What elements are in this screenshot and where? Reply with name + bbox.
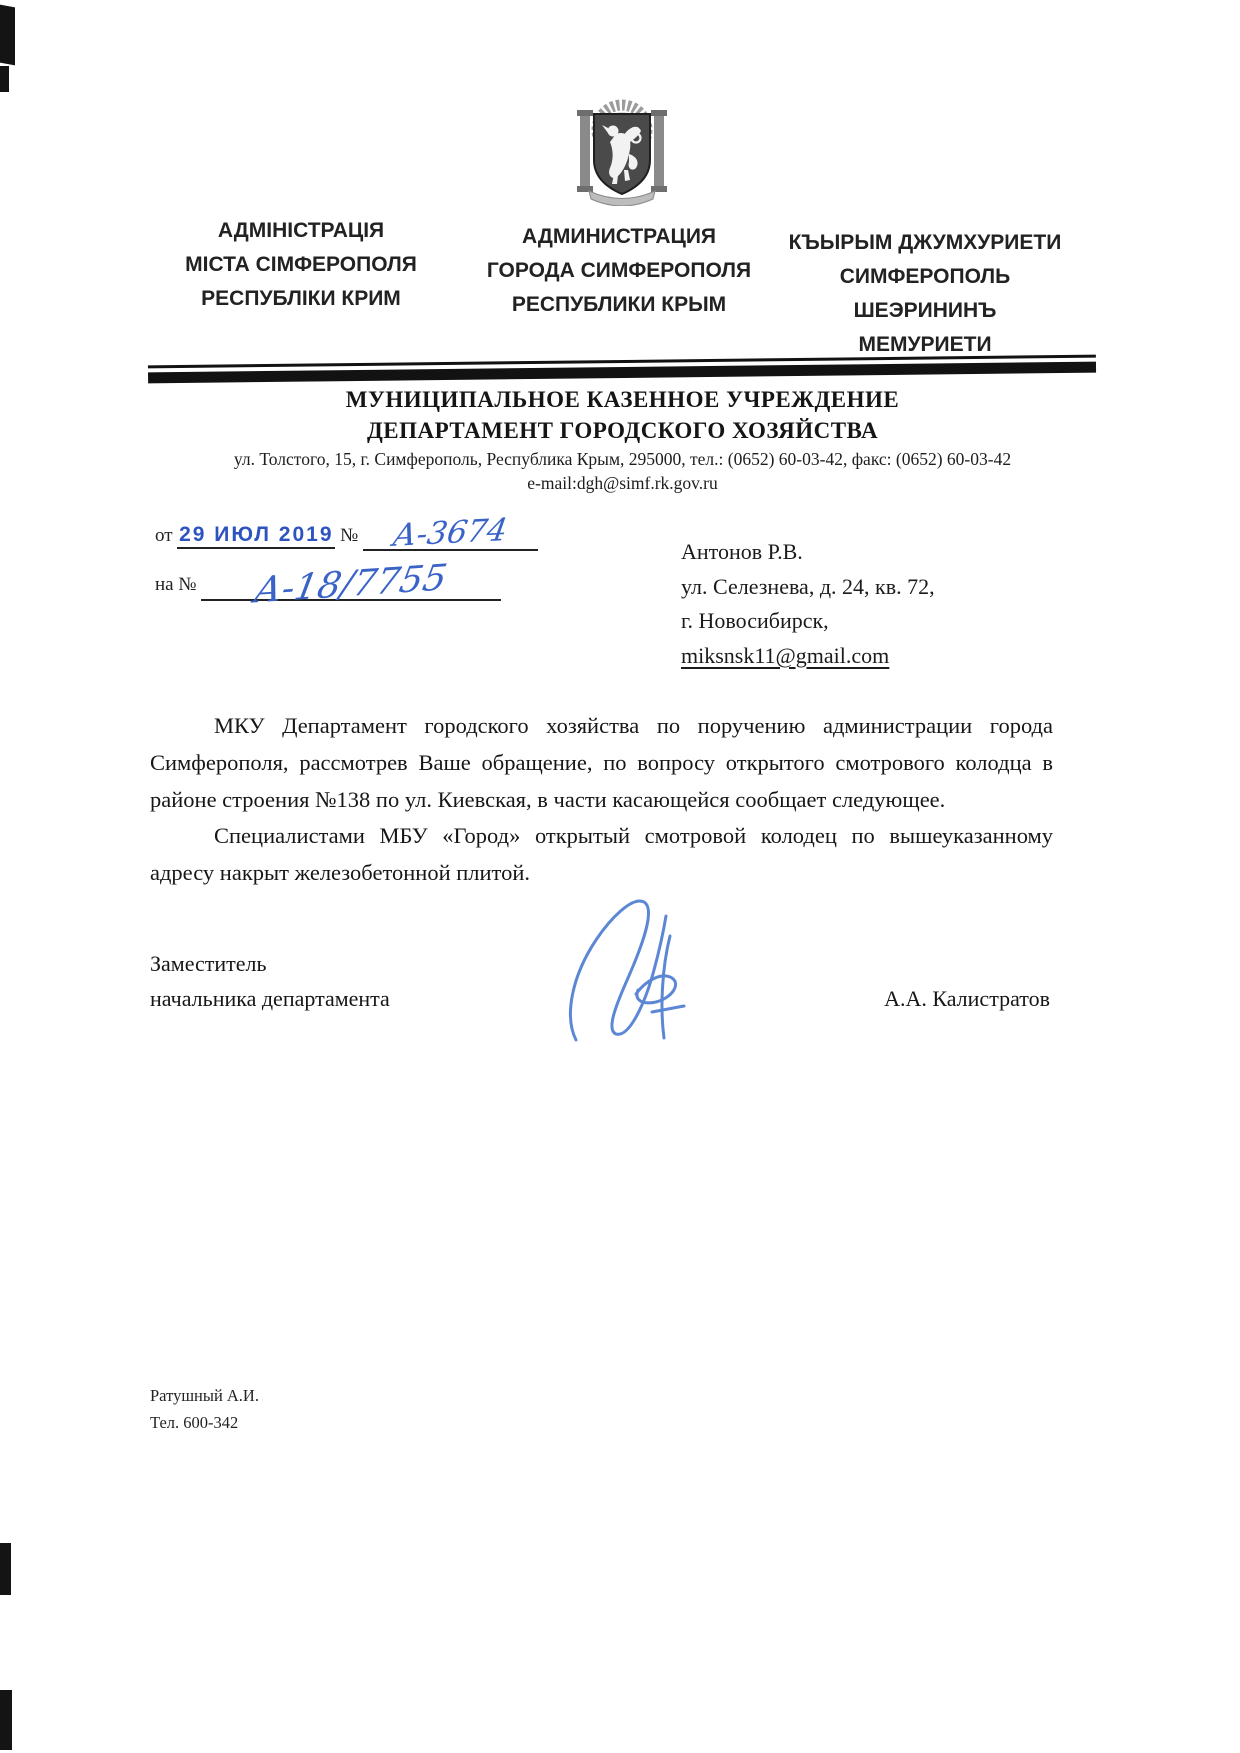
org-uk-line: АДМІНІСТРАЦІЯ xyxy=(217,219,385,242)
body-paragraph-1: МКУ Департамент городского хозяйства по поручению администрации города Симферополя, рассмотрев Ваше обращение, по вопросу открытого смотрового колодца в районе строения №138 по ул. Киевская, в части касающейся сообщает следующее. xyxy=(150,713,1053,812)
recipient-email: miksnsk11@gmail.com xyxy=(681,642,890,668)
crimea-coat-of-arms-icon xyxy=(572,94,672,206)
date-stamp: 29 ИЮЛ 2019 xyxy=(179,523,334,546)
scan-artifact xyxy=(0,1690,12,1750)
outgoing-reference-line xyxy=(155,512,538,554)
letter-body xyxy=(150,708,1053,892)
org-ru-line: РЕСПУБЛИКИ КРЫМ xyxy=(511,293,727,316)
reply-label: на № xyxy=(155,574,197,595)
scan-artifact xyxy=(0,66,9,92)
scan-artifact xyxy=(0,1543,11,1595)
org-ru-line: АДМИНИСТРАЦИЯ xyxy=(521,225,717,248)
org-tat-line: ШЕЭРИНИНЪ xyxy=(853,299,997,322)
executor-phone: Тел. 600-342 xyxy=(150,1413,239,1432)
org-tat-line: СИМФЕРОПОЛЬ xyxy=(839,265,1011,288)
incoming-reference-line xyxy=(155,557,501,612)
org-uk-line: РЕСПУБЛІКИ КРИМ xyxy=(201,287,401,310)
from-label: от xyxy=(155,525,173,546)
body-paragraph-2: Специалистами МБУ «Город» открытый смотровой колодец по вышеуказанному адресу накрыт железобетонной плитой. xyxy=(150,823,1053,886)
number-label: № xyxy=(340,525,359,546)
org-name-crimean-tatar xyxy=(758,226,1092,362)
date-stamp-field xyxy=(177,523,335,549)
recipient-address-line1: ул. Селезнева, д. 24, кв. 72, xyxy=(681,573,935,599)
executor-name: Ратушный А.И. xyxy=(150,1386,259,1405)
signer-name: А.А. Калистратов xyxy=(884,986,1050,1011)
letterhead-divider-rule xyxy=(148,355,1096,384)
org-tat-line: МЕМУРИЕТИ xyxy=(858,333,992,356)
scan-artifact xyxy=(0,5,15,66)
org-name-russian xyxy=(438,220,800,322)
incoming-number-field xyxy=(201,557,501,612)
institution-title-line2: ДЕПАРТАМЕНТ ГОРОДСКОГО ХОЗЯЙСТВА xyxy=(366,418,879,443)
org-ru-line: ГОРОДА СИМФЕРОПОЛЯ xyxy=(486,259,752,282)
signer-position-line1: Заместитель xyxy=(150,951,267,976)
outgoing-number-field xyxy=(363,512,538,554)
org-name-ukrainian xyxy=(148,214,454,316)
institution-email: e-mail:dgh@simf.rk.gov.ru xyxy=(527,473,718,493)
outgoing-number-handwritten: А-3674 xyxy=(390,512,510,554)
handwritten-signature-icon xyxy=(548,888,733,1048)
signer-position-line2: начальника департамента xyxy=(150,986,390,1011)
recipient-name: Антонов Р.В. xyxy=(681,539,803,564)
institution-address: ул. Толстого, 15, г. Симферополь, Республика Крым, 295000, тел.: (0652) 60-03-42, факс: (0652) 60-03-42 xyxy=(233,449,1012,469)
institution-title xyxy=(150,384,1095,446)
signer-position xyxy=(150,946,390,1016)
org-tat-line: КЪЫРЫМ ДЖУМХУРИЕТИ xyxy=(788,231,1062,254)
institution-title-line1: МУНИЦИПАЛЬНОЕ КАЗЕННОЕ УЧРЕЖДЕНИЕ xyxy=(345,387,900,412)
recipient-address-line2: г. Новосибирск, xyxy=(681,608,829,633)
incoming-number-handwritten: А-18/7755 xyxy=(250,557,450,612)
org-uk-line: МІСТА СІМФЕРОПОЛЯ xyxy=(185,253,417,276)
recipient-block xyxy=(681,535,935,673)
executor-block xyxy=(150,1382,259,1436)
